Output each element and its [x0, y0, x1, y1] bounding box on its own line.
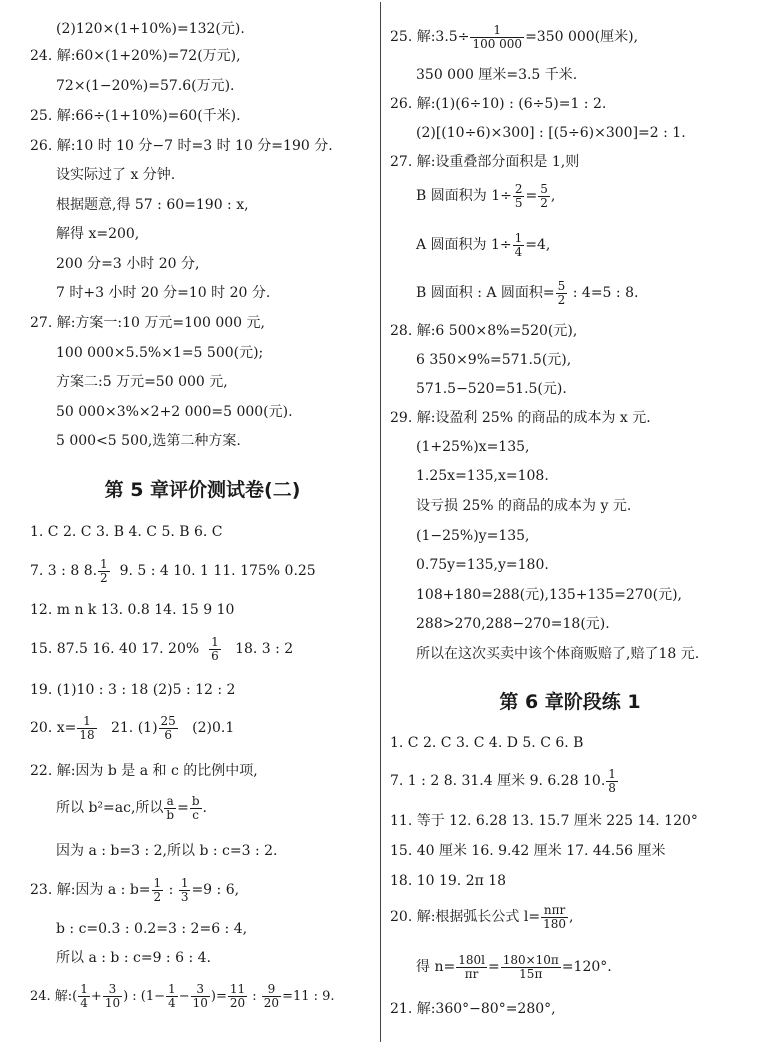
answer-24: 24. 解:60×(1+20%)=72(万元), [30, 48, 241, 64]
text-line: 6 350×9%=571.5(元), [416, 352, 572, 368]
answer-25r: 25. 解:3.5÷ $\frac{1}{100 000}$ =350 000(厘米), [390, 22, 639, 51]
fill-answers-7-11: 7. 3 : 8 8. $\frac{1}{2}$ 9. 5 : 4 10. 1 11. 175% 0.25 [30, 556, 316, 585]
answer-27r: 27. 解:设重叠部分面积是 1,则 [390, 154, 580, 170]
answer-22: 22. 解:因为 b 是 a 和 c 的比例中项, [30, 763, 258, 779]
fill-answers-18-19: 18. 10 19. 2π 18 [390, 873, 507, 889]
answer-26: 26. 解:10 时 10 分−7 时=3 时 10 分=190 分. [30, 138, 333, 154]
text-line: b : c=0.3 : 0.2=3 : 2=6 : 4, [56, 921, 248, 937]
text-line: (1+25%)x=135, [416, 439, 530, 455]
text-line: 解得 x=200, [56, 226, 140, 242]
text-line: 7 时+3 小时 20 分=10 时 20 分. [56, 285, 271, 301]
fill-answers-11-14: 11. 等于 12. 6.28 13. 15.7 厘米 225 14. 120° [390, 813, 698, 829]
text-line: 288>270,288−270=18(元). [416, 616, 610, 632]
section-title: 第 5 章评价测试卷(二) [104, 479, 301, 501]
choice-answers: 1. C 2. C 3. B 4. C 5. B 6. C [30, 524, 223, 540]
answer-26r: 26. 解:(1)(6÷10) : (6÷5)=1 : 2. [390, 96, 607, 112]
section-title: 第 6 章阶段练 1 [499, 691, 641, 713]
answer-24b: 24. 解:( $\frac{1}{4}$ + $\frac{3}{10}$ ) : (1− $\frac{1}{4}$ − $\frac{3}{10}$ )= $\frac{11}{20}$ : $\frac{9}{20}$ =11 : 9. [30, 982, 335, 1010]
text-line: 1.25x=135,x=108. [416, 468, 549, 484]
text-line: 因为 a : b=3 : 2,所以 b : c=3 : 2. [56, 843, 278, 859]
answer-21r: 21. 解:360°−80°=280°, [390, 1001, 556, 1017]
answer-29: 29. 解:设盈利 25% 的商品的成本为 x 元. [390, 410, 651, 426]
text-line: 设亏损 25% 的商品的成本为 y 元. [416, 498, 632, 514]
text-line: 所以 b²=ac,所以 $\frac{a}{b}$ = $\frac{b}{c}$ . [56, 793, 207, 822]
text-line: (1−25%)y=135, [416, 528, 530, 544]
text-line: 所以 a : b : c=9 : 6 : 4. [56, 950, 211, 966]
text-line: 设实际过了 x 分钟. [56, 167, 176, 183]
answer-27: 27. 解:方案一:10 万元=100 000 元, [30, 315, 265, 331]
text-line: 方案二:5 万元=50 000 元, [56, 374, 228, 390]
answer-19: 19. (1)10 : 3 : 18 (2)5 : 12 : 2 [30, 682, 236, 698]
text-line: B 圆面积 : A 圆面积= $\frac{5}{2}$ : 4=5 : 8. [416, 278, 639, 307]
text-line: 得 n= $\frac{180l}{\pi r}$ = $\frac{180\times 10\pi}{15\pi}$ =120°. [416, 952, 612, 981]
text-line: 0.75y=135,y=180. [416, 557, 549, 573]
choice-answers: 1. C 2. C 3. C 4. D 5. C 6. B [390, 735, 584, 751]
fill-answers-15-17: 15. 40 厘米 16. 9.42 厘米 17. 44.56 厘米 [390, 843, 666, 859]
answer-20r: 20. 解:根据弧长公式 l= $\frac{\text{nπr}}{180}$ , [390, 902, 574, 931]
fill-answers-7-10: 7. 1 : 2 8. 31.4 厘米 9. 6.28 10. $\frac{1}{8}$ [390, 766, 616, 795]
text-line: 5 000<5 500,选第二种方案. [56, 433, 241, 449]
text-line: 根据题意,得 57 : 60=190 : x, [56, 197, 249, 213]
text-line: 571.5−520=51.5(元). [416, 381, 567, 397]
fill-answers-12-14: 12. m n k 13. 0.8 14. 15 9 10 [30, 602, 235, 618]
text-line: 350 000 厘米=3.5 千米. [416, 67, 578, 83]
answer-28: 28. 解:6 500×8%=520(元), [390, 323, 578, 339]
text-line: 所以在这次买卖中该个体商贩赔了,赔了18 元. [416, 646, 700, 662]
fill-answers-15-18: 15. 87.5 16. 40 17. 20% $\frac{1}{6}$ 18. 3 : 2 [30, 634, 294, 663]
text-line: 50 000×3%×2+2 000=5 000(元). [56, 404, 293, 420]
text-line: 200 分=3 小时 20 分, [56, 256, 200, 272]
text-line: 108+180=288(元),135+135=270(元), [416, 587, 682, 603]
text-line: 72×(1−20%)=57.6(万元). [56, 78, 235, 94]
column-divider [380, 2, 381, 1042]
answer-23: 23. 解:因为 a : b= $\frac{1}{2}$ : $\frac{1}{3}$ =9 : 6, [30, 875, 240, 904]
answer-25: 25. 解:66÷(1+10%)=60(千米). [30, 108, 241, 124]
text-line: 100 000×5.5%×1=5 500(元); [56, 345, 264, 361]
text-line: A 圆面积为 1÷ $\frac{1}{4}$ =4, [416, 230, 551, 259]
text-line: (2)120×(1+10%)=132(元). [56, 21, 245, 37]
text-line: (2)[(10÷6)×300] : [(5÷6)×300]=2 : 1. [416, 125, 686, 141]
answer-20-21: 20. x= $\frac{1}{18}$ 21. (1) $\frac{25}{6}$ (2)0.1 [30, 713, 235, 742]
text-line: B 圆面积为 1÷ $\frac{2}{5}$ = $\frac{5}{2}$ , [416, 181, 556, 210]
